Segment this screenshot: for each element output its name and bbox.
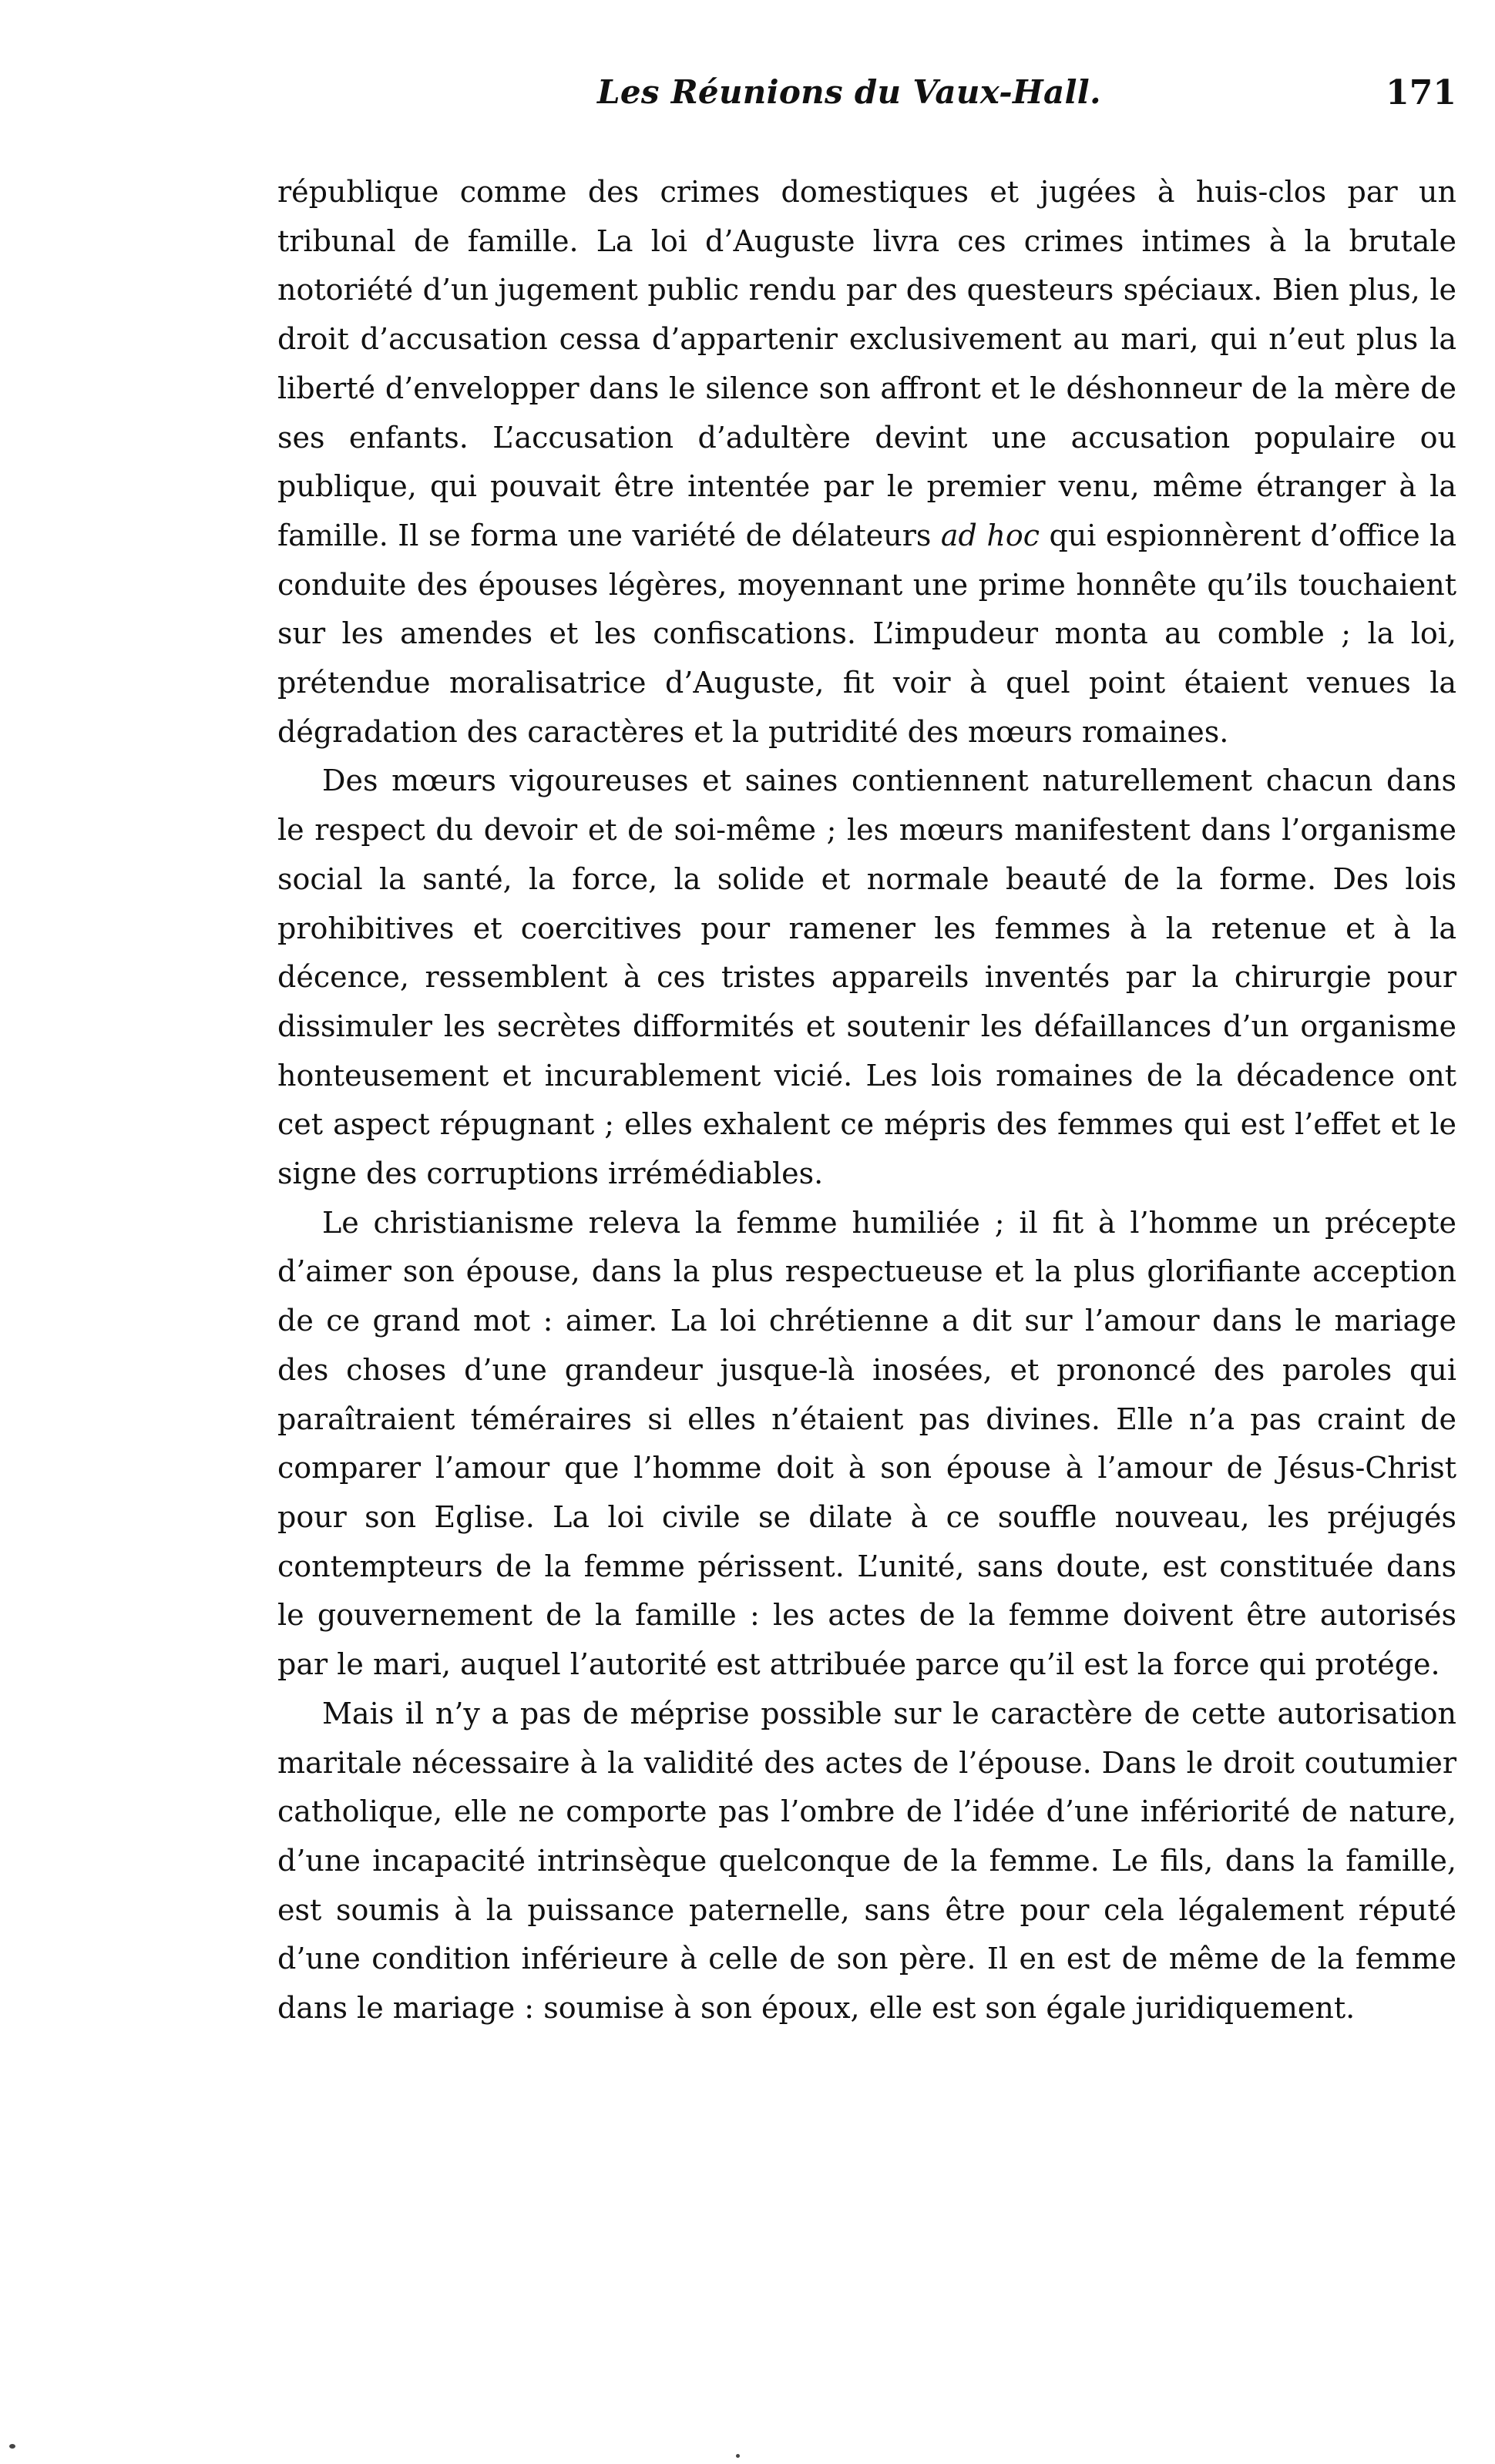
paragraph-1 xyxy=(277,168,1456,757)
running-title: Les Réunions du Vaux-Hall. xyxy=(597,73,1101,111)
paragraph-4: Mais il n’y a pas de méprise possible sur le caractère de cette autorisation maritale nécessaire à la validité des actes de l’épouse. Dans le droit coutumier catholique, elle ne comporte pas l’ombre de l’idée d’une infériorité de nature, d’une incapacité intrinsèque quelconque de la femme. Le fils, dans la famille, est soumis à la puissance paternelle, sans être pour cela légalement réputé d’une condition inférieure à celle de son père. Il en est de même de la femme dans le mariage : soumise à son époux, elle est son égale juridiquement. xyxy=(277,1696,1456,2026)
paragraph-3: Le christianisme releva la femme humiliée ; il fit à l’homme un précepte d’aimer son épouse, dans la plus respectueuse et la plus glorifiante acception de ce grand mot : aimer. La loi chrétienne a dit sur l’amour dans le mariage des choses d’une grandeur jusque-là inosées, et prononcé des paroles qui paraîtraient téméraires si elles n’étaient pas divines. Elle n’a pas craint de comparer l’amour que l’homme doit à son épouse à l’amour de Jésus-Christ pour son Eglise. La loi civile se dilate à ce souffle nouveau, les préjugés contempteurs de la femme périssent. L’unité, sans doute, est constituée dans le gouvernement de la famille : les actes de la femme doivent être autorisés par le mari, auquel l’autorité est attribuée parce qu’il est la force qui protége. xyxy=(277,1205,1456,1682)
scan-speck xyxy=(9,2444,15,2449)
page-number: 171 xyxy=(1386,73,1456,112)
scan-speck xyxy=(736,2454,740,2458)
paragraph-1-text-a: république comme des crimes domestiques et jugées à huis-clos par un tribunal de famille. La loi d’Auguste livra ces crimes intimes à la brutale notoriété d’un jugement public rendu par des questeurs spéciaux. Bien plus, le droit d’accusation cessa d’appartenir exclusivement au mari, qui n’eut plus la liberté d’envelopper dans le silence son affront et le déshonneur de la mère de ses enfants. L’accusation d’adultère devint une accusation populaire ou publique, qui pouvait être intentée par le premier venu, même étranger à la famille. Il se forma une variété de délateurs xyxy=(277,175,1456,552)
body-text xyxy=(277,168,1456,2033)
italic-phrase: ad hoc xyxy=(940,518,1040,552)
running-head xyxy=(270,73,1456,135)
paragraph-2: Des mœurs vigoureuses et saines contiennent naturellement chacun dans le respect du devoir et de soi-même ; les mœurs manifestent dans l’organisme social la santé, la force, la solide et normale beauté de la forme. Des lois prohibitives et coercitives pour ramener les femmes à la retenue et à la décence, ressemblent à ces tristes appareils inventés par la chirurgie pour dissimuler les secrètes difformités et soutenir les défaillances d’un organisme honteusement et incurablement vicié. Les lois romaines de la décadence ont cet aspect répugnant ; elles exhalent ce mépris des femmes qui est l’effet et le signe des corruptions irrémédiables. xyxy=(277,764,1456,1191)
paragraph-1-text-b: qui espionnèrent d’office la conduite des épouses légères, moyennant une prime honnête qu’ils touchaient sur les amendes et les confiscations. L’impudeur monta au comble ; la loi, prétendue moralisatrice d’Auguste, fit voir à quel point étaient venues la dégradation des caractères et la putridité des mœurs romaines. xyxy=(277,518,1456,749)
